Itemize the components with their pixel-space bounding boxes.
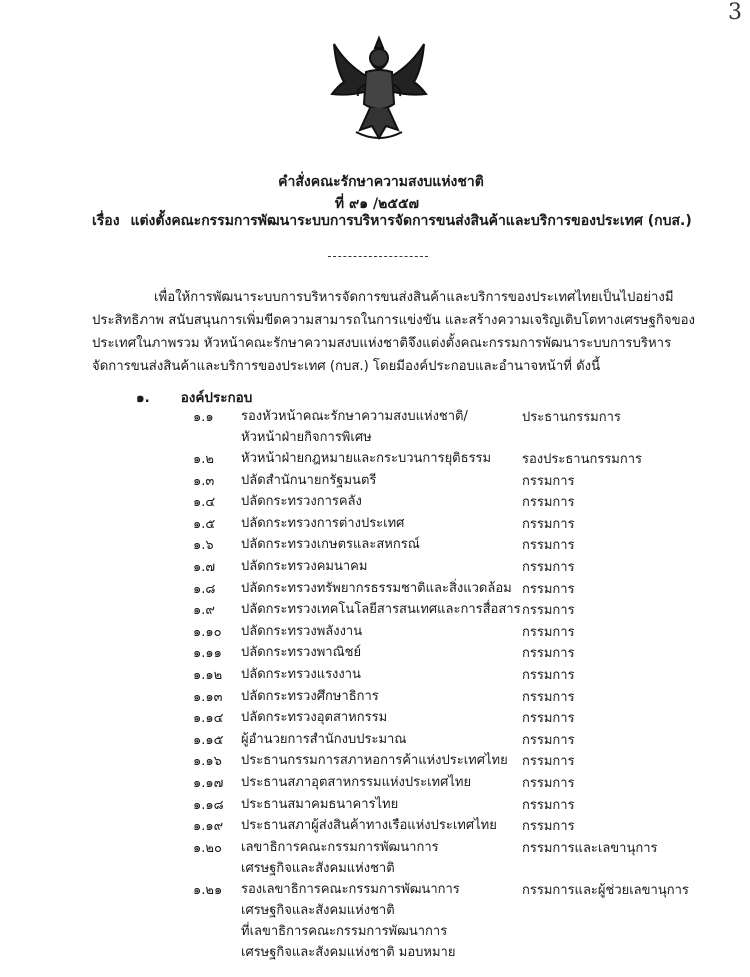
member-name-line: ประธานกรรมการสภาหอการค้าแห่งประเทศไทย xyxy=(241,753,508,769)
member-number: ๑.๑๘ xyxy=(193,797,224,813)
member-number: ๑.๑๓ xyxy=(193,689,223,705)
member-name-line: ปลัดกระทรวงการคลัง xyxy=(241,494,362,510)
member-number: ๑.๕ xyxy=(193,516,216,532)
member-role: กรรมการและเลขานุการ xyxy=(522,840,658,856)
member-name xyxy=(241,556,367,577)
member-name-line: ปลัดกระทรวงแรงงาน xyxy=(241,666,361,682)
member-name-line: ปลัดกระทรวงพลังงาน xyxy=(241,623,363,639)
member-name xyxy=(241,642,361,663)
member-name xyxy=(241,513,404,534)
member-name xyxy=(241,772,471,793)
intro-line: เพื่อให้การพัฒนาระบบการบริหารจัดการขนส่งสินค้าและบริการของประเทศไทยเป็นไปอย่างมี xyxy=(154,290,674,305)
member-number: ๑.๘ xyxy=(193,581,216,597)
member-name xyxy=(241,470,376,491)
member-role: กรรมการ xyxy=(522,732,575,748)
intro-paragraph xyxy=(92,286,695,378)
member-number: ๑.๒๑ xyxy=(193,882,223,898)
member-name xyxy=(241,578,512,599)
member-row xyxy=(0,707,750,729)
member-role: กรรมการ xyxy=(522,559,575,575)
page-number: 3 xyxy=(728,0,742,25)
member-name-line: ปลัดกระทรวงการต่างประเทศ xyxy=(241,515,405,531)
member-number: ๑.๑๒ xyxy=(193,667,223,683)
member-role: กรรมการ xyxy=(522,473,575,489)
member-role: รองประธานกรรมการ xyxy=(522,452,643,467)
member-name-line: เลขาธิการคณะกรรมการพัฒนาการ xyxy=(241,839,439,855)
member-row xyxy=(0,815,750,837)
member-name-line: หัวหน้าฝ่ายกฎหมายและกระบวนการยุติธรรม xyxy=(241,451,492,466)
member-role: กรรมการ xyxy=(522,538,575,554)
member-role: กรรมการ xyxy=(522,624,575,640)
garuda-emblem-icon xyxy=(326,34,432,144)
member-row xyxy=(0,534,750,556)
member-name xyxy=(241,491,362,512)
member-role: กรรมการ xyxy=(522,689,575,705)
member-name-line: ปลัดกระทรวงเกษตรและสหกรณ์ xyxy=(241,537,420,553)
subject-line xyxy=(92,210,712,232)
member-name-line: ปลัดกระทรวงทรัพยากรธรรมชาติและสิ่งแวดล้อม xyxy=(241,580,512,596)
member-row xyxy=(0,491,750,513)
member-number: ๑.๗ xyxy=(193,559,216,575)
member-number: ๑.๓ xyxy=(193,473,215,489)
member-role: กรรมการ xyxy=(522,667,575,683)
divider xyxy=(328,256,428,257)
member-name xyxy=(241,707,387,728)
member-name-line: เศรษฐกิจและสังคมแห่งชาติ มอบหมาย xyxy=(241,944,456,960)
member-list xyxy=(0,406,750,969)
member-number: ๑.๖ xyxy=(193,538,214,554)
member-number: ๑.๑๕ xyxy=(193,732,224,748)
member-name xyxy=(241,599,521,620)
member-name xyxy=(241,837,439,879)
subject-text: แต่งตั้งคณะกรรมการพัฒนาระบบการบริหารจัดการขนส่งสินค้าและบริการของประเทศ (กบส.) xyxy=(130,213,692,229)
member-role: กรรมการ xyxy=(522,711,575,727)
member-name-line: ปลัดสำนักนายกรัฐมนตรี xyxy=(241,472,377,488)
member-role: กรรมการ xyxy=(522,581,575,597)
member-row xyxy=(0,406,750,448)
member-number: ๑.๑๐ xyxy=(193,624,222,640)
member-name-line: ประธานสภาผู้ส่งสินค้าทางเรือแห่งประเทศไทย xyxy=(241,818,497,834)
intro-line: จัดการขนส่งสินค้าและบริการของประเทศ (กบส.) โดยมีองค์ประกอบและอำนาจหน้าที่ ดังนี้ xyxy=(92,359,601,374)
member-row xyxy=(0,750,750,772)
member-name-line: หัวหน้าฝ่ายกิจการพิเศษ xyxy=(241,430,372,445)
order-number: ที่ ๙๑ /๒๕๕๗ xyxy=(334,196,420,212)
member-name-line: ผู้อำนวยการสำนักงบประมาณ xyxy=(241,731,407,747)
member-role: กรรมการ xyxy=(522,603,575,619)
member-role: ประธานกรรมการ xyxy=(522,410,621,425)
member-name xyxy=(241,794,398,815)
member-name xyxy=(241,664,361,685)
order-title: คำสั่งคณะรักษาความสงบแห่งชาติ xyxy=(278,174,484,190)
member-row xyxy=(0,599,750,621)
member-name-line: เศรษฐกิจและสังคมแห่งชาติ xyxy=(241,860,395,876)
member-role: กรรมการ xyxy=(522,646,575,662)
member-role: กรรมการ xyxy=(522,775,575,791)
member-name-line: รองหัวหน้าคณะรักษาความสงบแห่งชาติ/ xyxy=(241,409,468,424)
member-number: ๑.๑ xyxy=(193,410,214,425)
member-name-line: ที่เลขาธิการคณะกรรมการพัฒนาการ xyxy=(241,923,448,939)
member-number: ๑.๑๖ xyxy=(193,754,222,770)
member-name xyxy=(241,879,460,963)
member-name xyxy=(241,448,491,469)
section-title: องค์ประกอบ xyxy=(180,390,253,406)
member-role: กรรมการ xyxy=(522,754,575,770)
member-number: ๑.๙ xyxy=(193,603,215,619)
intro-line: ประสิทธิภาพ สนับสนุนการเพิ่มขีดความสามารถในการแข่งขัน และสร้างความเจริญเติบโตทางเศรษฐกิจของ xyxy=(92,313,695,328)
section-number: ๑. xyxy=(136,390,150,406)
member-name-line: ประธานสภาอุตสาหกรรมแห่งประเทศไทย xyxy=(241,774,472,790)
member-role: กรรมการและผู้ช่วยเลขานุการ xyxy=(522,882,689,898)
subject-label: เรื่อง xyxy=(92,213,120,229)
member-role: กรรมการ xyxy=(522,819,575,835)
member-name xyxy=(241,621,362,642)
member-name-line: รองเลขาธิการคณะกรรมการพัฒนาการ xyxy=(241,881,460,897)
intro-line: ประเทศในภาพรวม หัวหน้าคณะรักษาความสงบแห่งชาติจึงแต่งตั้งคณะกรรมการพัฒนาระบบการบริหาร xyxy=(92,336,672,351)
member-number: ๑.๑๑ xyxy=(193,646,222,662)
member-row xyxy=(0,556,750,578)
member-row xyxy=(0,686,750,708)
member-number: ๑.๑๙ xyxy=(193,819,224,835)
member-row xyxy=(0,794,750,816)
member-row xyxy=(0,664,750,686)
member-number: ๑.๑๗ xyxy=(193,775,224,791)
member-row xyxy=(0,448,750,470)
member-row xyxy=(0,729,750,751)
member-row xyxy=(0,642,750,664)
member-role: กรรมการ xyxy=(522,797,575,813)
member-role: กรรมการ xyxy=(522,495,575,511)
member-row xyxy=(0,470,750,492)
member-row xyxy=(0,621,750,643)
member-row xyxy=(0,513,750,535)
member-name xyxy=(241,815,497,836)
member-name xyxy=(241,534,420,555)
member-name-line: ประธานสมาคมธนาคารไทย xyxy=(241,796,399,812)
member-number: ๑.๔ xyxy=(193,495,216,511)
member-name-line: เศรษฐกิจและสังคมแห่งชาติ xyxy=(241,902,395,918)
member-row xyxy=(0,772,750,794)
member-name xyxy=(241,406,468,448)
member-name xyxy=(241,686,379,707)
member-name-line: ปลัดกระทรวงพาณิชย์ xyxy=(241,645,362,661)
member-row xyxy=(0,879,750,969)
section-heading xyxy=(136,386,252,408)
member-number: ๑.๒๐ xyxy=(193,840,222,856)
member-name-line: ปลัดกระทรวงศึกษาธิการ xyxy=(241,688,379,704)
member-row xyxy=(0,578,750,600)
member-number: ๑.๒ xyxy=(193,452,214,467)
member-name xyxy=(241,750,508,771)
member-name-line: ปลัดกระทรวงอุตสาหกรรม xyxy=(241,710,388,726)
member-name-line: ปลัดกระทรวงเทคโนโลยีสารสนเทศและการสื่อสาร xyxy=(241,602,521,618)
member-role: กรรมการ xyxy=(522,516,575,532)
member-name xyxy=(241,729,406,750)
member-number: ๑.๑๔ xyxy=(193,711,224,727)
member-name-line: ปลัดกระทรวงคมนาคม xyxy=(241,558,368,574)
member-row xyxy=(0,837,750,879)
